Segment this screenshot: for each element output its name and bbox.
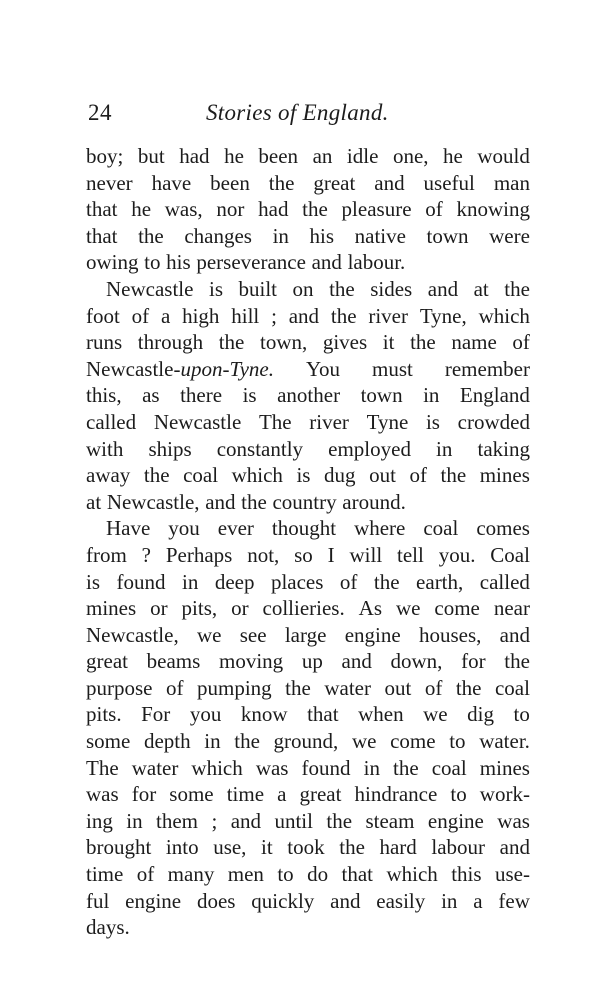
text-line: that the changes in his native town were [86,223,530,248]
text-line: boy; but had he been an idle one, he would [86,144,530,168]
text-line: from ? Perhaps not, so I will tell you. Coal [86,542,530,567]
text-line: was for some time a great hindrance to work- [86,782,530,807]
text-line: pits. For you know that when we dig to [86,702,530,727]
text-line: brought into use, it took the hard labour and [86,835,530,860]
text-line: foot of a high hill ; and the river Tyne, which [86,303,530,328]
text-line: days. [86,915,130,940]
text-line: at Newcastle, and the country around. [86,489,406,514]
text-line: is found in deep places of the earth, called [86,569,530,594]
page-header [88,100,528,132]
text-line: never have been the great and useful man [86,170,530,195]
text-line: runs through the town, gives it the name of [86,330,530,355]
text-line: Newcastle is built on the sides and at the [106,276,530,301]
text-line: mines or pits, or collieries. As we come near [86,596,530,621]
running-title: Stories of England. [206,100,389,125]
text-line: Newcastle-upon-Tyne. You must remember [86,356,530,381]
page-number: 24 [88,100,112,125]
text-line: Newcastle, we see large engine houses, and [86,622,530,647]
text-line: great beams moving up and down, for the [86,649,530,674]
text-line: Have you ever thought where coal comes [106,516,530,541]
text-line: purpose of pumping the water out of the coal [86,675,530,700]
text-line: ing in them ; and until the steam engine was [86,808,530,833]
text-line: with ships constantly employed in taking [86,436,530,461]
text-line: this, as there is another town in England [86,383,530,408]
text-line: some depth in the ground, we come to water. [86,729,530,754]
text-line: time of many men to do that which this use- [86,862,530,887]
text-line: called Newcastle The river Tyne is crowded [86,409,530,434]
text-line: away the coal which is dug out of the mines [86,463,530,488]
text-line: ful engine does quickly and easily in a few [86,888,530,913]
body-text [86,143,530,941]
text-line: The water which was found in the coal mines [86,755,530,780]
text-line: owing to his perseverance and labour. [86,250,406,275]
text-line: that he was, nor had the pleasure of knowing [86,197,530,222]
